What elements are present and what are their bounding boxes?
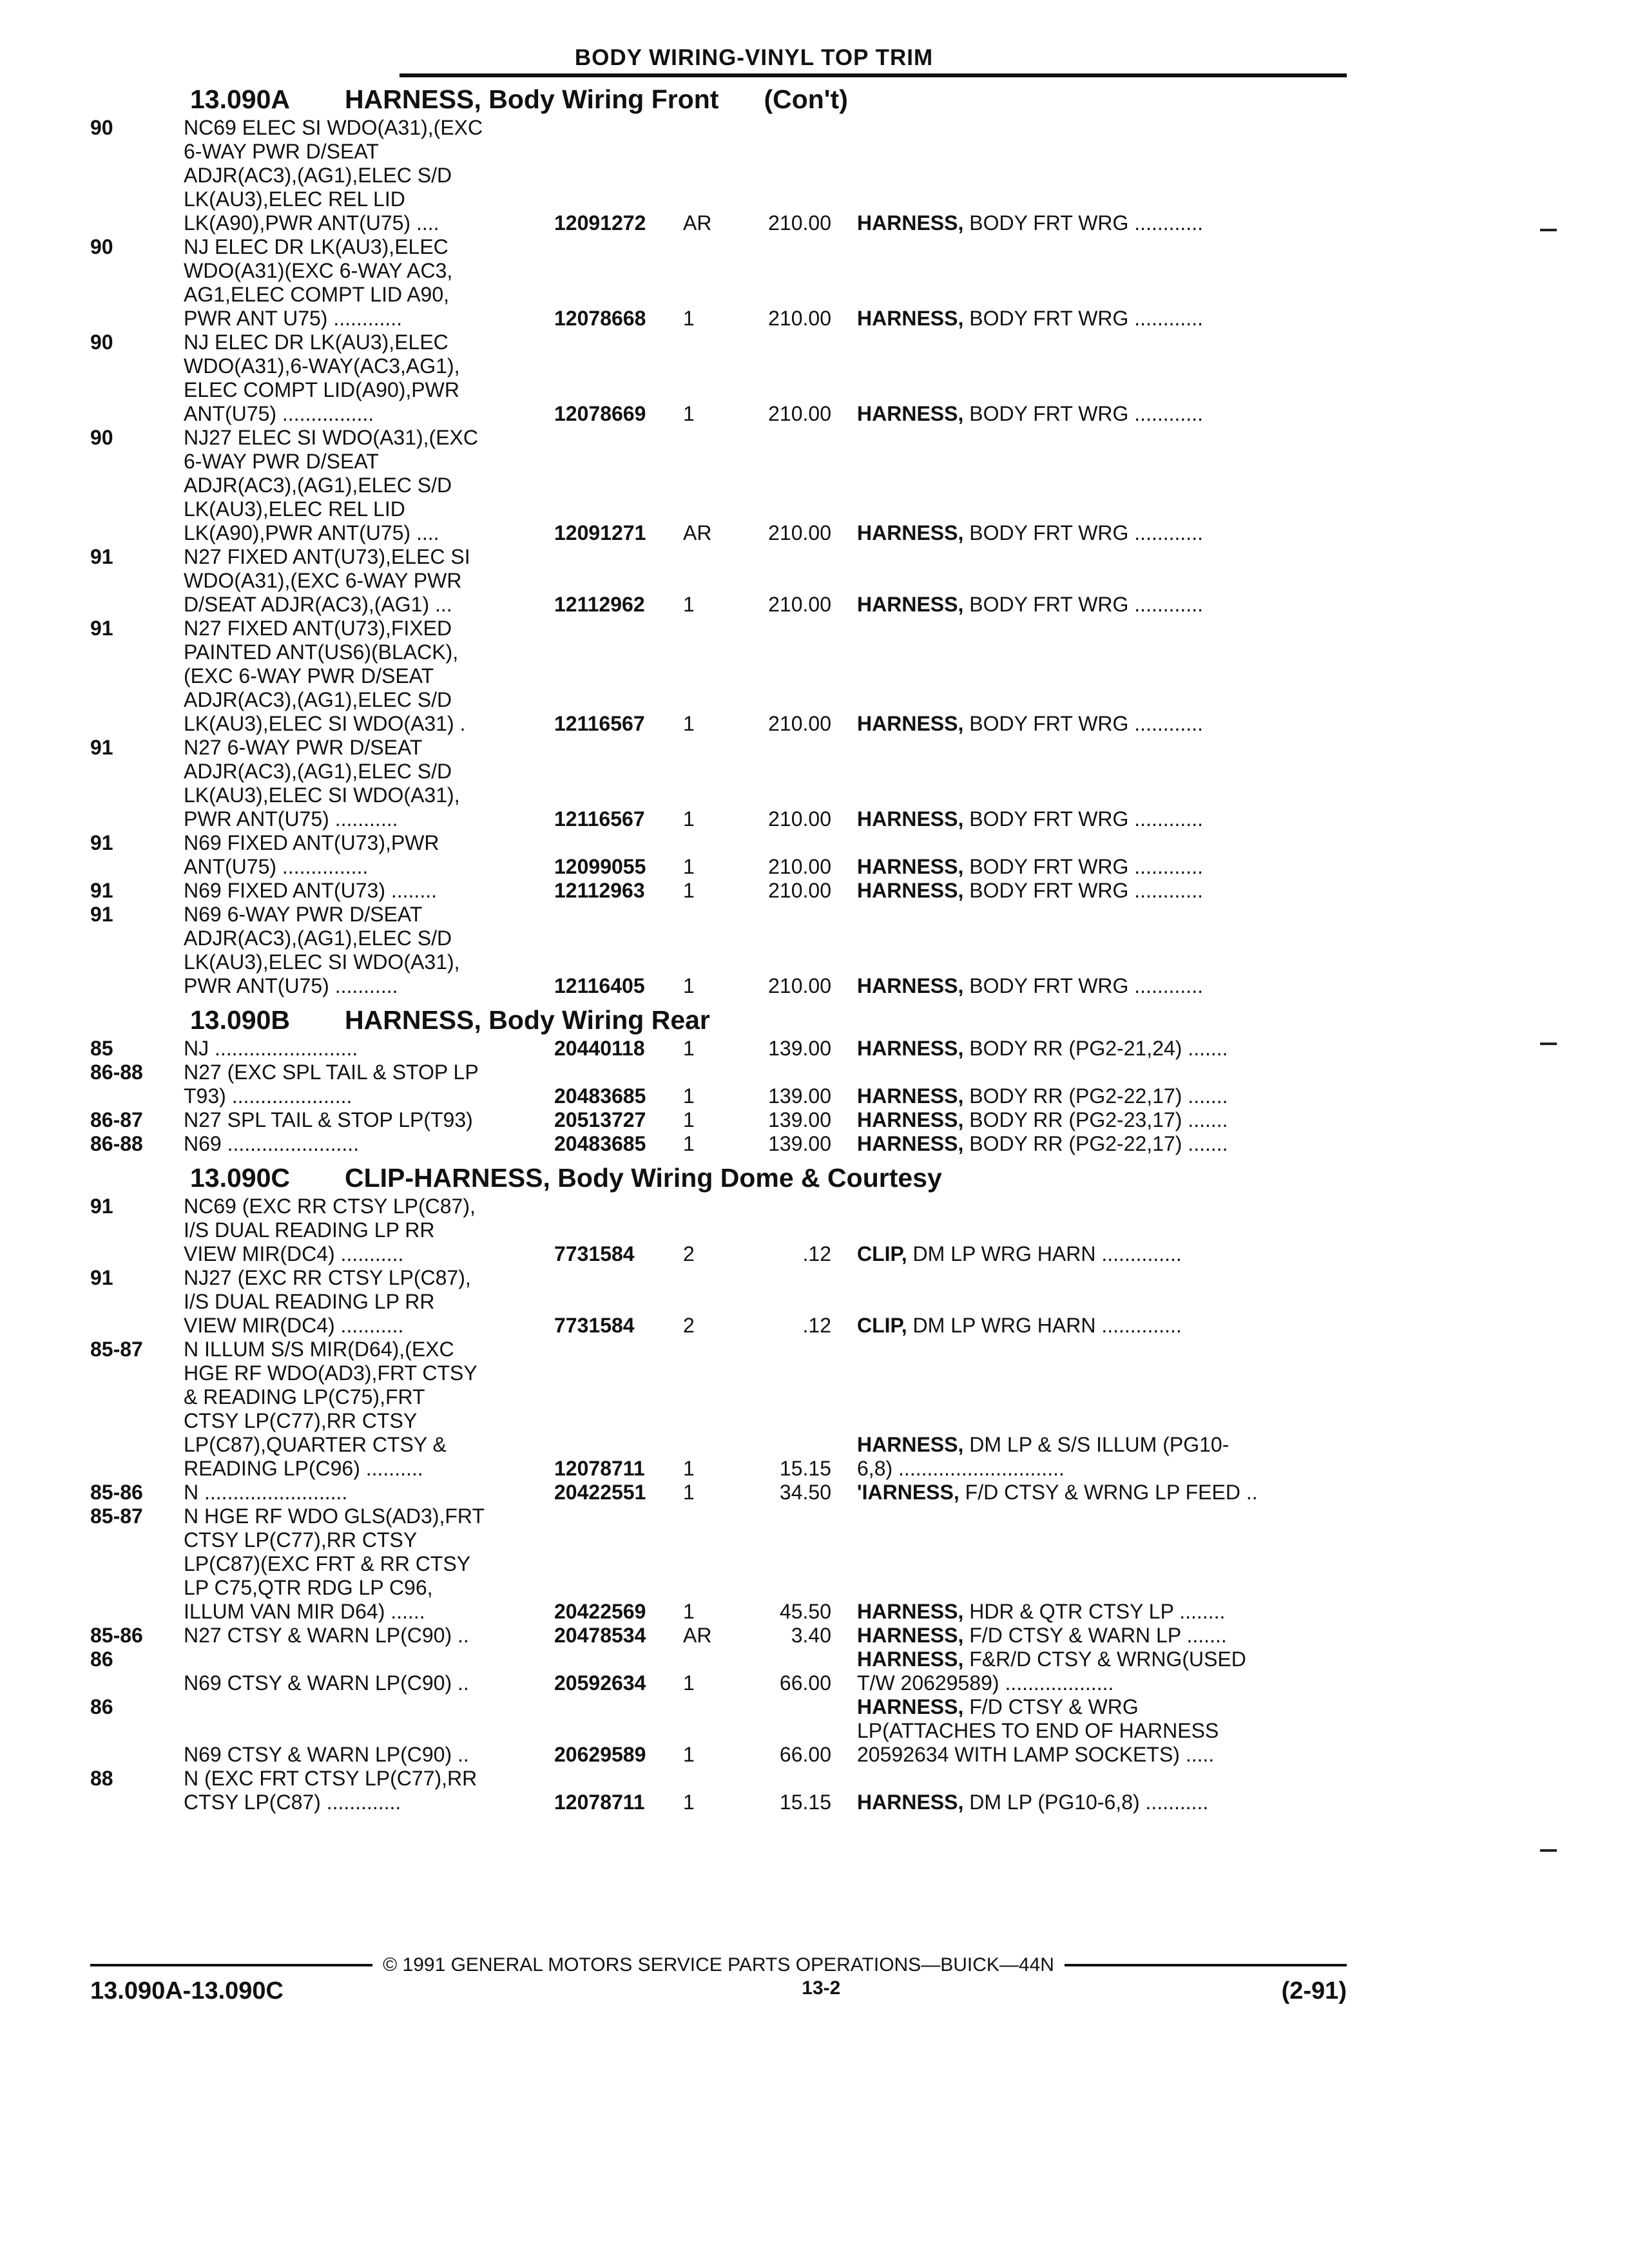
quantity: AR <box>683 211 712 235</box>
price: 210.00 <box>768 402 831 425</box>
part-number: 20422551 <box>554 1481 646 1504</box>
part-name <box>857 1108 1321 1132</box>
part-number: 12116405 <box>554 974 645 997</box>
part-name <box>857 307 1321 331</box>
part-name <box>857 1648 1321 1695</box>
application-description: NJ ELEC DR LK(AU3),ELEC WDO(A31)(EXC 6-WAY AC3, AG1,ELEC COMPT LID A90, PWR ANT U75) ............ <box>184 235 453 330</box>
quantity: 1 <box>683 1084 695 1108</box>
application-description: N27 SPL TAIL & STOP LP(T93) <box>184 1108 473 1131</box>
application-description: N69 ....................... <box>184 1132 360 1155</box>
model-year: 86-88 <box>90 1132 143 1155</box>
part-name-noun: HARNESS, <box>857 1108 964 1131</box>
price: 139.00 <box>768 1132 831 1155</box>
quantity: AR <box>683 521 712 544</box>
quantity: 1 <box>683 307 695 330</box>
price: 210.00 <box>768 712 831 735</box>
model-year: 85-87 <box>90 1338 143 1361</box>
model-year: 91 <box>90 736 113 759</box>
header-rule <box>400 73 1347 77</box>
application-description: NJ27 ELEC SI WDO(A31),(EXC 6-WAY PWR D/SEAT ADJR(AC3),(AG1),ELEC S/D LK(AU3),ELEC REL LID LK(A90),PWR ANT(U75) .... <box>184 426 478 544</box>
part-name-noun: HARNESS, <box>857 1132 964 1155</box>
application-description: NJ27 (EXC RR CTSY LP(C87), I/S DUAL READING LP RR VIEW MIR(DC4) ........... <box>184 1266 471 1337</box>
quantity: 1 <box>683 1743 695 1766</box>
price: 66.00 <box>779 1671 831 1695</box>
quantity: 1 <box>683 974 695 997</box>
part-name <box>857 1433 1321 1481</box>
part-name-noun: HARNESS, <box>857 1648 964 1671</box>
quantity: 1 <box>683 712 695 735</box>
application-description: N27 6-WAY PWR D/SEAT ADJR(AC3),(AG1),ELEC S/D LK(AU3),ELEC SI WDO(A31), PWR ANT(U75) ........... <box>184 736 460 831</box>
price: 210.00 <box>768 974 831 997</box>
copyright-text: © 1991 GENERAL MOTORS SERVICE PARTS OPERATIONS—BUICK—44N <box>383 1954 1054 1975</box>
parts-entry <box>90 879 1347 903</box>
price: 210.00 <box>768 807 831 831</box>
part-name-noun: CLIP, <box>857 1314 907 1337</box>
parts-entry <box>90 235 1347 331</box>
application-description: N27 FIXED ANT(U73),FIXED PAINTED ANT(US6)(BLACK), (EXC 6-WAY PWR D/SEAT ADJR(AC3),(AG1),ELEC S/D LK(AU3),ELEC SI WDO(A31) . <box>184 617 466 735</box>
part-name-detail: DM LP (PG10-6,8) ........... <box>963 1791 1209 1814</box>
part-name-noun: HARNESS, <box>857 855 964 878</box>
part-name-detail: DM LP WRG HARN .............. <box>907 1242 1182 1265</box>
section-heading <box>190 1003 1347 1037</box>
quantity: 2 <box>683 1314 695 1337</box>
application-description: N HGE RF WDO GLS(AD3),FRT CTSY LP(C77),RR CTSY LP(C87)(EXC FRT & RR CTSY LP C75,QTR RDG LP C96, ILLUM VAN MIR D64) ...... <box>184 1504 485 1623</box>
price: 15.15 <box>779 1457 831 1480</box>
part-name <box>857 807 1321 831</box>
page-title: BODY WIRING-VINYL TOP TRIM <box>574 45 934 70</box>
quantity: 1 <box>683 1671 695 1695</box>
section-continued: (Con't) <box>764 84 848 114</box>
part-number: 12078668 <box>554 307 646 330</box>
parts-entry <box>90 545 1347 617</box>
part-number: 12078669 <box>554 402 646 425</box>
footer-rule <box>1065 1964 1347 1966</box>
model-year: 91 <box>90 1195 113 1218</box>
part-number: 20629589 <box>554 1743 646 1766</box>
quantity: 1 <box>683 1108 695 1131</box>
model-year: 90 <box>90 426 113 449</box>
part-name-detail: BODY FRT WRG ............ <box>963 807 1203 831</box>
part-number: 20483685 <box>554 1084 646 1108</box>
model-year: 85-86 <box>90 1624 143 1647</box>
part-number: 20513727 <box>554 1108 646 1131</box>
part-number: 12091271 <box>554 521 646 544</box>
price: 210.00 <box>768 879 831 902</box>
price: 210.00 <box>768 855 831 878</box>
price: 210.00 <box>768 593 831 616</box>
application-description: NC69 ELEC SI WDO(A31),(EXC 6-WAY PWR D/SEAT ADJR(AC3),(AG1),ELEC S/D LK(AU3),ELEC REL LID LK(A90),PWR ANT(U75) .... <box>184 116 483 235</box>
application-description: NJ ELEC DR LK(AU3),ELEC WDO(A31),6-WAY(AC3,AG1), ELEC COMPT LID(A90),PWR ANT(U75) ................ <box>184 331 460 425</box>
part-name-detail: BODY FRT WRG ............ <box>963 307 1203 330</box>
part-name <box>857 1695 1321 1767</box>
part-number: 20478534 <box>554 1624 646 1647</box>
section-range: 13.090A-13.090C <box>90 1977 284 2004</box>
model-year: 86-88 <box>90 1061 143 1084</box>
parts-entry <box>90 116 1347 235</box>
quantity: 1 <box>683 402 695 425</box>
part-name-detail: BODY FRT WRG ............ <box>963 879 1203 902</box>
quantity: 1 <box>683 1457 695 1480</box>
price: 139.00 <box>768 1108 831 1131</box>
application-description: N69 CTSY & WARN LP(C90) .. <box>184 1671 469 1695</box>
model-year: 85-87 <box>90 1504 143 1528</box>
footer-bottom <box>90 1977 1347 2005</box>
part-name-detail: BODY RR (PG2-22,17) ....... <box>963 1084 1228 1108</box>
section-number: 13.090B <box>190 1005 291 1035</box>
quantity: 1 <box>683 1600 695 1623</box>
price: 34.50 <box>779 1481 831 1504</box>
price: .12 <box>802 1242 831 1265</box>
quantity: AR <box>683 1624 712 1647</box>
part-name-detail: F/D CTSY & WRG LP(ATTACHES TO END OF HARNESS 20592634 WITH LAMP SOCKETS) ..... <box>857 1695 1219 1766</box>
section-number: 13.090C <box>190 1163 291 1193</box>
part-number: 12112963 <box>554 879 645 902</box>
model-year: 86 <box>90 1648 113 1671</box>
price: 210.00 <box>768 211 831 235</box>
quantity: 1 <box>683 879 695 902</box>
parts-entry <box>90 1266 1347 1338</box>
application-description: N69 FIXED ANT(U73) ........ <box>184 879 437 902</box>
part-name <box>857 1481 1321 1504</box>
price: 139.00 <box>768 1037 831 1060</box>
quantity: 1 <box>683 1037 695 1060</box>
model-year: 90 <box>90 235 113 258</box>
part-name-noun: HARNESS, <box>857 1600 964 1623</box>
part-name-detail: BODY FRT WRG ............ <box>963 712 1203 735</box>
quantity: 1 <box>683 807 695 831</box>
part-number: 12116567 <box>554 807 645 831</box>
part-name <box>857 1132 1321 1156</box>
quantity: 1 <box>683 593 695 616</box>
section-number: 13.090A <box>190 84 291 114</box>
date-code: (2-91) <box>1281 1977 1347 2004</box>
part-name-detail: BODY RR (PG2-22,17) ....... <box>963 1132 1228 1155</box>
model-year: 86-87 <box>90 1108 143 1131</box>
part-number: 12099055 <box>554 855 646 878</box>
part-name <box>857 1242 1321 1266</box>
section-title: HARNESS, Body Wiring Front <box>345 84 719 114</box>
part-name-noun: HARNESS, <box>857 807 964 831</box>
part-name <box>857 712 1321 736</box>
part-number: 12116567 <box>554 712 645 735</box>
part-name-noun: HARNESS, <box>857 712 964 735</box>
application-description: N ......................... <box>184 1481 348 1504</box>
margin-mark <box>1540 1043 1557 1045</box>
part-number: 12091272 <box>554 211 646 235</box>
application-description: N27 (EXC SPL TAIL & STOP LP T93) ..................... <box>184 1061 479 1108</box>
model-year: 91 <box>90 545 113 568</box>
part-number: 12078711 <box>554 1457 645 1480</box>
part-name-detail: F&R/D CTSY & WRNG(USED T/W 20629589) ................... <box>857 1648 1246 1695</box>
price: .12 <box>802 1314 831 1337</box>
part-name-noun: HARNESS, <box>857 593 964 616</box>
part-name-noun: HARNESS, <box>857 879 964 902</box>
part-name-noun: HARNESS, <box>857 402 964 425</box>
model-year: 91 <box>90 879 113 902</box>
quantity: 2 <box>683 1242 695 1265</box>
part-name-detail: F/D CTSY & WARN LP ....... <box>963 1624 1227 1647</box>
parts-entry <box>90 903 1347 998</box>
model-year: 91 <box>90 1266 113 1289</box>
model-year: 86 <box>90 1695 113 1718</box>
part-name-detail: BODY FRT WRG ............ <box>963 402 1203 425</box>
part-name <box>857 855 1321 879</box>
sections-container <box>90 82 1347 1814</box>
footer-rule <box>90 1964 372 1966</box>
footer-copyright-line <box>90 1954 1347 1976</box>
quantity: 1 <box>683 1791 695 1814</box>
parts-entry <box>90 1767 1347 1814</box>
part-name-noun: HARNESS, <box>857 1084 964 1108</box>
page-footer <box>90 1954 1347 2005</box>
application-description: N (EXC FRT CTSY LP(C77),RR CTSY LP(C87) ............. <box>184 1767 477 1814</box>
page-number: 13-2 <box>802 1977 841 1999</box>
parts-entry <box>90 426 1347 545</box>
part-name <box>857 974 1321 998</box>
price: 66.00 <box>779 1743 831 1766</box>
model-year: 90 <box>90 116 113 139</box>
model-year: 85-86 <box>90 1481 143 1504</box>
application-description: N69 FIXED ANT(U73),PWR ANT(U75) ............... <box>184 831 439 878</box>
model-year: 90 <box>90 331 113 354</box>
part-name-noun: HARNESS, <box>857 307 964 330</box>
part-name-noun: HARNESS, <box>857 1433 964 1456</box>
part-name <box>857 1600 1321 1624</box>
section-title: CLIP-HARNESS, Body Wiring Dome & Courtesy <box>345 1163 942 1193</box>
application-description: NC69 (EXC RR CTSY LP(C87), I/S DUAL READING LP RR VIEW MIR(DC4) ........... <box>184 1195 476 1265</box>
model-year: 91 <box>90 617 113 640</box>
part-name-detail: BODY FRT WRG ............ <box>963 211 1203 235</box>
part-name-noun: HARNESS, <box>857 974 964 997</box>
part-number: 20422569 <box>554 1600 646 1623</box>
part-name <box>857 521 1321 545</box>
part-name-detail: DM LP & S/S ILLUM (PG10- 6,8) ............................. <box>857 1433 1229 1480</box>
section-heading <box>190 82 1347 116</box>
quantity: 1 <box>683 855 695 878</box>
part-number: 7731584 <box>554 1314 635 1337</box>
part-name <box>857 1037 1321 1061</box>
price: 210.00 <box>768 521 831 544</box>
parts-entry <box>90 1061 1347 1108</box>
part-name-detail: BODY FRT WRG ............ <box>963 521 1203 544</box>
parts-entry <box>90 1132 1347 1156</box>
price: 210.00 <box>768 307 831 330</box>
price: 45.50 <box>779 1600 831 1623</box>
parts-entry <box>90 1338 1347 1481</box>
application-description: N69 CTSY & WARN LP(C90) .. <box>184 1743 469 1766</box>
part-name-noun: HARNESS, <box>857 1037 964 1060</box>
application-description: NJ ......................... <box>184 1037 358 1060</box>
part-number: 20440118 <box>554 1037 645 1060</box>
part-name-detail: DM LP WRG HARN .............. <box>907 1314 1182 1337</box>
part-name-noun: HARNESS, <box>857 1695 964 1718</box>
parts-entry <box>90 1037 1347 1061</box>
part-number: 12112962 <box>554 593 645 616</box>
price: 139.00 <box>768 1084 831 1108</box>
application-description: N27 CTSY & WARN LP(C90) .. <box>184 1624 469 1647</box>
part-name-detail: BODY FRT WRG ............ <box>963 855 1203 878</box>
part-name <box>857 402 1321 426</box>
parts-entry <box>90 1624 1347 1648</box>
parts-entry <box>90 831 1347 879</box>
margin-mark <box>1540 1849 1557 1852</box>
part-name <box>857 593 1321 617</box>
parts-entry <box>90 736 1347 831</box>
part-number: 20592634 <box>554 1671 646 1695</box>
parts-entry <box>90 1481 1347 1504</box>
application-description: N69 6-WAY PWR D/SEAT ADJR(AC3),(AG1),ELEC S/D LK(AU3),ELEC SI WDO(A31), PWR ANT(U75) ........... <box>184 903 460 997</box>
part-name-detail: F/D CTSY & WRNG LP FEED .. <box>959 1481 1258 1504</box>
parts-entry <box>90 1695 1347 1767</box>
parts-entry <box>90 1195 1347 1266</box>
model-year: 91 <box>90 831 113 854</box>
parts-entry <box>90 331 1347 426</box>
section-heading <box>190 1161 1347 1195</box>
part-name-noun: HARNESS, <box>857 521 964 544</box>
part-name-detail: BODY FRT WRG ............ <box>963 593 1203 616</box>
section-title: HARNESS, Body Wiring Rear <box>345 1005 710 1035</box>
parts-entry <box>90 1648 1347 1695</box>
part-name-noun: HARNESS, <box>857 1791 964 1814</box>
part-name-detail: HDR & QTR CTSY LP ........ <box>963 1600 1226 1623</box>
part-name-noun: CLIP, <box>857 1242 907 1265</box>
part-name-detail: BODY RR (PG2-23,17) ....... <box>963 1108 1228 1131</box>
margin-mark <box>1540 229 1557 231</box>
application-description: N27 FIXED ANT(U73),ELEC SI WDO(A31),(EXC 6-WAY PWR D/SEAT ADJR(AC3),(AG1) ... <box>184 545 470 616</box>
application-description: N ILLUM S/S MIR(D64),(EXC HGE RF WDO(AD3),FRT CTSY & READING LP(C75),FRT CTSY LP(C77),RR CTSY LP(C87),QUARTER CTSY & READING LP(C96) .......... <box>184 1338 477 1480</box>
part-name-noun: 'IARNESS, <box>857 1481 959 1504</box>
quantity: 1 <box>683 1132 695 1155</box>
quantity: 1 <box>683 1481 695 1504</box>
part-name <box>857 1314 1321 1338</box>
parts-entry <box>90 617 1347 736</box>
part-name-noun: HARNESS, <box>857 1624 964 1647</box>
part-name <box>857 879 1321 903</box>
part-name <box>857 1791 1321 1814</box>
part-name-detail: BODY FRT WRG ............ <box>963 974 1203 997</box>
catalog-page <box>90 45 1347 1814</box>
part-name-detail: BODY RR (PG2-21,24) ....... <box>963 1037 1228 1060</box>
model-year: 85 <box>90 1037 113 1060</box>
part-name <box>857 211 1321 235</box>
part-number: 7731584 <box>554 1242 635 1265</box>
part-number: 20483685 <box>554 1132 646 1155</box>
part-name <box>857 1624 1321 1648</box>
model-year: 91 <box>90 903 113 926</box>
part-name-noun: HARNESS, <box>857 211 964 235</box>
price: 15.15 <box>779 1791 831 1814</box>
part-name <box>857 1084 1321 1108</box>
part-number: 12078711 <box>554 1791 645 1814</box>
model-year: 88 <box>90 1767 113 1790</box>
price: 3.40 <box>791 1624 831 1647</box>
parts-entry <box>90 1504 1347 1624</box>
parts-entry <box>90 1108 1347 1132</box>
